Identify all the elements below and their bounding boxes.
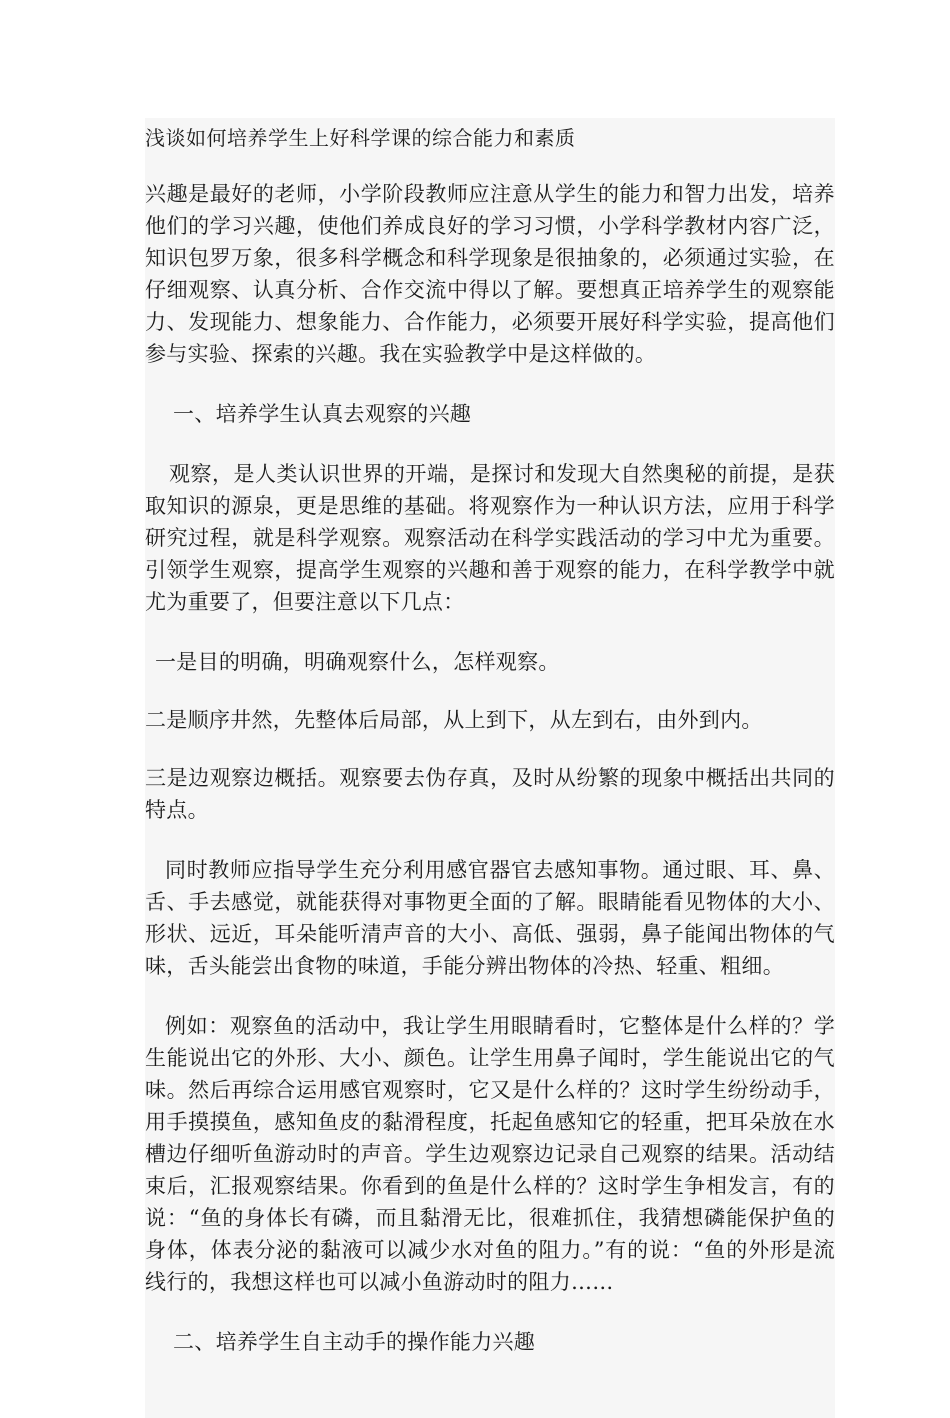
section-2-heading: 二、培养学生自主动手的操作能力兴趣 (173, 1330, 536, 1354)
page-bottom-spacer (145, 1386, 835, 1418)
section-1-heading: 一、培养学生认真去观察的兴趣 (173, 402, 472, 426)
point-3: 三是边观察边概括。观察要去伪存真，及时从纷繁的现象中概括出共同的特点。 (145, 766, 835, 822)
observation-paragraph: 观察，是人类认识世界的开端，是探讨和发现大自然奥秘的前提，是获取知识的源泉，更是思维的基础。将观察作为一种认识方法，应用于科学研究过程，就是科学观察。观察活动在科学实践活动的学习中尤为重要。引领学生观察，提高学生观察的兴趣和善于观察的能力，在科学教学中就尤为重要了，但要注意以下几点： (145, 462, 835, 614)
document-title: 浅谈如何培养学生上好科学课的综合能力和素质 (145, 126, 576, 150)
point-1: 一是目的明确，明确观察什么，怎样观察。 (155, 650, 560, 674)
senses-paragraph: 同时教师应指导学生充分利用感官器官去感知事物。通过眼、耳、鼻、舌、手去感觉，就能获得对事物更全面的了解。眼睛能看见物体的大小、形状、远近，耳朵能听清声音的大小、高低、强弱，鼻子能闻出物体的气味，舌头能尝出食物的味道，手能分辨出物体的冷热、轻重、粗细。 (145, 858, 835, 978)
example-paragraph: 例如：观察鱼的活动中，我让学生用眼睛看时，它整体是什么样的？学生能说出它的外形、大小、颜色。让学生用鼻子闻时，学生能说出它的气味。然后再综合运用感官观察时，它又是什么样的？这时学生纷纷动手，用手摸摸鱼，感知鱼皮的黏滑程度，托起鱼感知它的轻重，把耳朵放在水槽边仔细听鱼游动时的声音。学生边观察边记录自己观察的结果。活动结束后，汇报观察结果。你看到的鱼是什么样的？这时学生争相发言，有的说：“鱼的身体长有磷，而且黏滑无比，很难抓住，我猜想磷能保护鱼的身体，体表分泌的黏液可以减少水对鱼的阻力。”有的说：“鱼的外形是流线行的，我想这样也可以减小鱼游动时的阻力…… (145, 1014, 835, 1294)
document-body (145, 118, 835, 1418)
intro-paragraph: 兴趣是最好的老师，小学阶段教师应注意从学生的能力和智力出发，培养他们的学习兴趣，使他们养成良好的学习习惯，小学科学教材内容广泛，知识包罗万象，很多科学概念和科学现象是很抽象的，必须通过实验，在仔细观察、认真分析、合作交流中得以了解。要想真正培养学生的观察能力、发现能力、想象能力、合作能力，必须要开展好科学实验，提高他们参与实验、探索的兴趣。我在实验教学中是这样做的。 (145, 182, 835, 366)
point-2: 二是顺序井然，先整体后局部，从上到下，从左到右，由外到内。 (145, 708, 763, 732)
